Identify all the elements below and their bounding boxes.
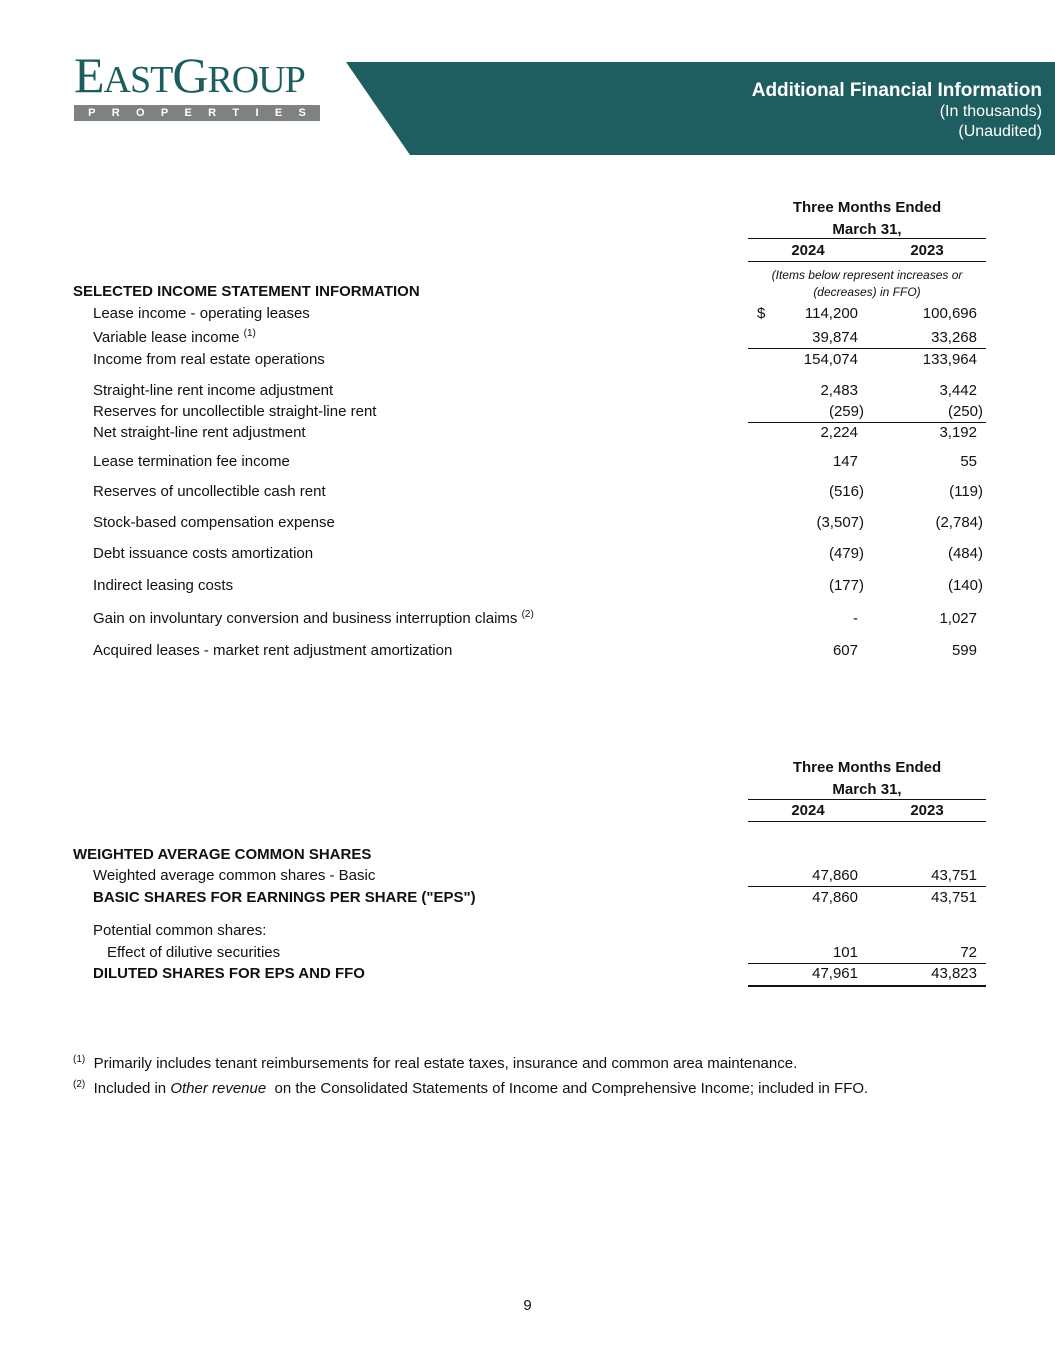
table-row: Potential common shares: — [93, 922, 267, 939]
table-row: Acquired leases - market rent adjustment amortization 607 599 — [93, 642, 977, 659]
table-row: Lease termination fee income 147 55 — [93, 453, 977, 470]
table-row: Effect of dilutive securities 101 72 — [107, 944, 977, 961]
total-double-rule — [748, 985, 986, 987]
section-title-row — [0, 283, 1055, 301]
year-2024-header: 2024 — [791, 242, 825, 259]
table-row: Gain on involuntary conversion and business interruption claims $^{(2)}$ - 1,027 — [93, 609, 977, 627]
page-number: 9 — [523, 1297, 532, 1314]
year-2023-header: 2023 — [910, 242, 944, 259]
period-date: March 31, — [832, 781, 902, 798]
table-row: Variable lease income $^{(1)}$ 39,874 33,268 — [93, 328, 977, 346]
currency-symbol: $ — [757, 305, 766, 322]
header-rule — [748, 238, 986, 239]
table-row: Reserves of uncollectible cash rent (516) (119) — [93, 483, 983, 500]
table-row: Indirect leasing costs (177) (140) — [93, 577, 983, 594]
header-rule — [748, 799, 986, 800]
table-row: Weighted average common shares - Basic 47,860 43,751 — [93, 867, 977, 884]
table-row: Reserves for uncollectible straight-line rent (259) (250) — [93, 403, 983, 420]
units-note: (In thousands) — [939, 103, 1042, 120]
table-row: Lease income - operating leases $ 114,200 100,696 — [93, 305, 977, 322]
table-row: Income from real estate operations 154,074 133,964 — [93, 351, 977, 368]
section-title: SELECTED INCOME STATEMENT INFORMATION — [73, 283, 420, 300]
section-title-row — [0, 846, 1055, 864]
subtotal-rule — [748, 422, 986, 423]
logo-wordmark: EASTGROUP — [74, 47, 305, 103]
year-rule — [748, 261, 986, 262]
subtotal-rule — [748, 886, 986, 887]
year-2023-header: 2023 — [910, 802, 944, 819]
banner-text — [752, 80, 1042, 142]
footnote-mark: (1) — [73, 1054, 86, 1065]
subtotal-rule — [748, 348, 986, 349]
footnote-mark: (2) — [73, 1079, 86, 1090]
table-row: DILUTED SHARES FOR EPS AND FFO 47,961 43,823 — [93, 965, 977, 982]
company-logo — [74, 47, 322, 121]
year-2024-header: 2024 — [791, 802, 825, 819]
ffo-note: (Items below represent increases or — [771, 268, 963, 282]
section-title: WEIGHTED AVERAGE COMMON SHARES — [73, 846, 372, 863]
table-row: BASIC SHARES FOR EARNINGS PER SHARE ("EPS") 47,860 43,751 — [93, 889, 977, 906]
period-heading: Three Months Ended — [792, 759, 942, 776]
page-title: Additional Financial Information — [751, 80, 1042, 101]
logo-subtitle-bar: P R O P E R T I E S — [74, 105, 320, 121]
table-row: Stock-based compensation expense (3,507) (2,784) — [93, 514, 983, 531]
footnote-ref: (2) — [521, 609, 534, 620]
footnote-2: $^{(2)}$ Included in Other revenue on the Consolidated Statements of Income and Comprehensive Income; included in FFO. — [73, 1079, 869, 1097]
footnote-ref: (1) — [243, 328, 256, 339]
footnote-1: $^{(1)}$ Primarily includes tenant reimbursements for real estate taxes, insurance and common area maintenance. — [73, 1054, 798, 1072]
table-row: Debt issuance costs amortization (479) (484) — [93, 545, 983, 562]
table-row: Straight-line rent income adjustment 2,483 3,442 — [93, 382, 977, 399]
subtotal-rule — [748, 963, 986, 964]
period-date: March 31, — [832, 221, 902, 238]
table-row: Net straight-line rent adjustment 2,224 3,192 — [93, 424, 977, 441]
year-rule — [748, 821, 986, 822]
period-heading: Three Months Ended — [792, 199, 942, 216]
audit-note: (Unaudited) — [958, 123, 1042, 140]
ffo-note-2: (decreases) in FFO) — [813, 285, 921, 299]
